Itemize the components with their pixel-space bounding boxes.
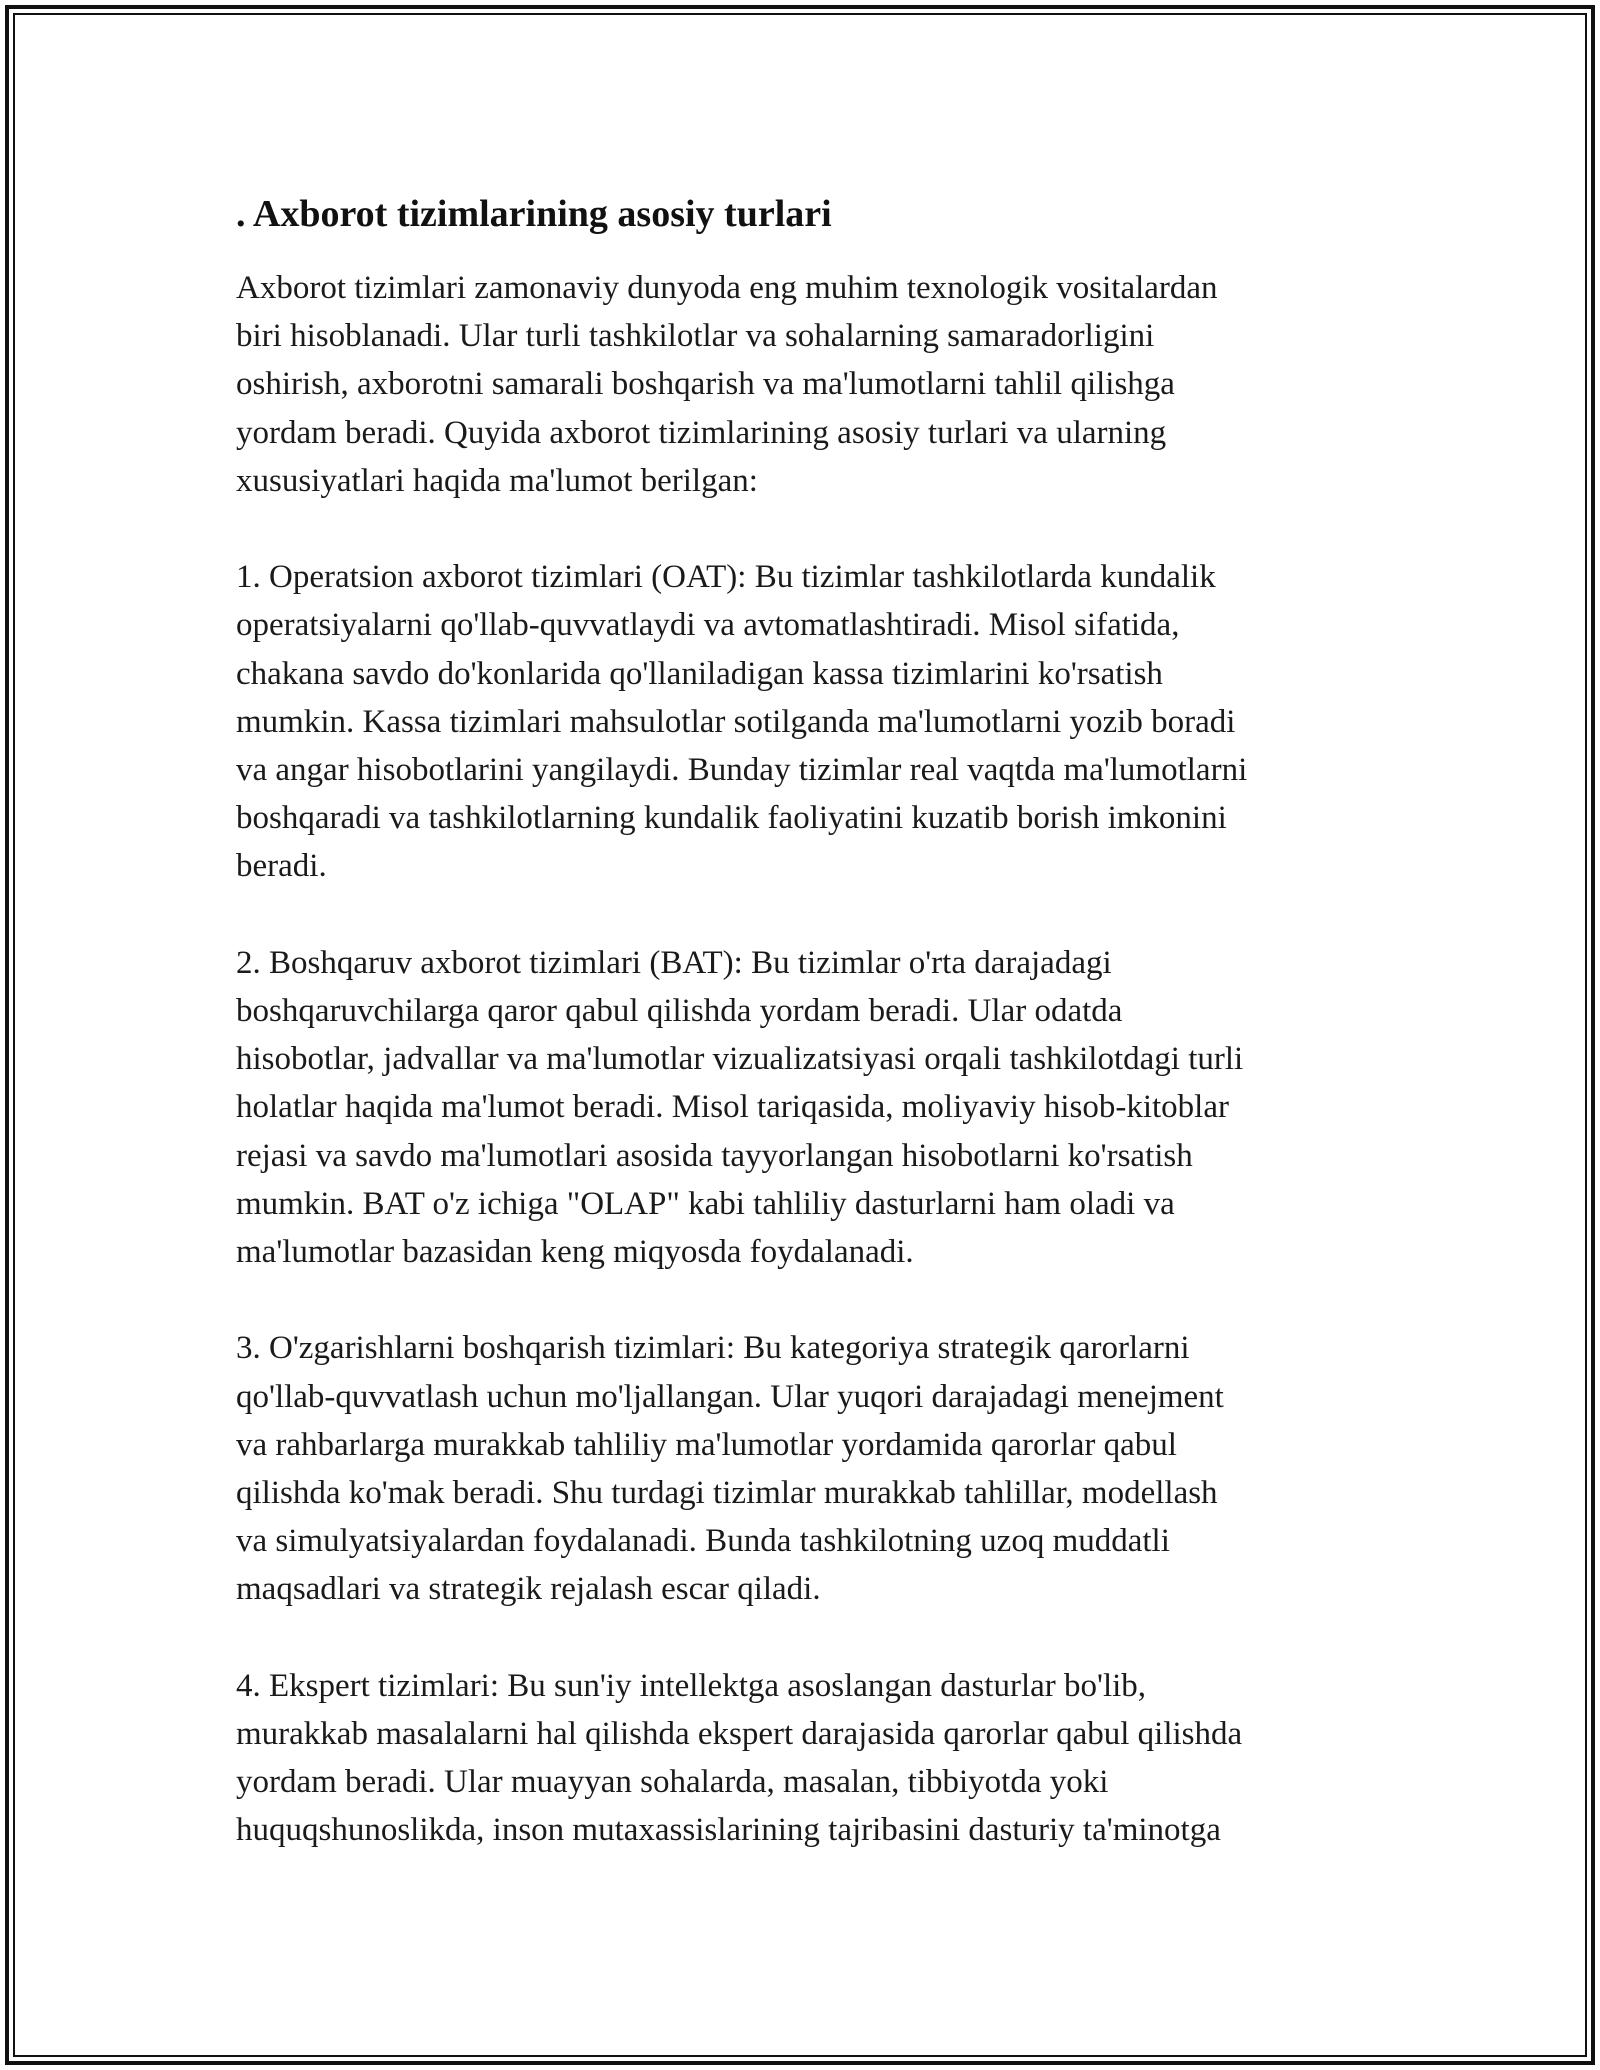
item-4-expert-systems	[236, 1662, 1376, 1855]
text-line: boshqaradi va tashkilotlarning kundalik faoliyatini kuzatib borish imkonini	[236, 800, 1227, 837]
text-line: holatlar haqida ma'lumot beradi. Misol tariqasida, moliyaviy hisob-kitoblar	[236, 1089, 1229, 1126]
text-line: chakana savdo do'konlarida qo'llaniladigan kassa tizimlarini ko'rsatish	[236, 655, 1163, 692]
text-line: va simulyatsiyalardan foydalanadi. Bunda tashkilotning uzoq muddatli	[236, 1523, 1170, 1560]
text-line: murakkab masalalarni hal qilishda ekspert darajasida qarorlar qabul qilishda	[236, 1716, 1243, 1753]
item-2-management-systems	[236, 939, 1376, 1276]
intro-paragraph	[236, 264, 1376, 505]
text-line: biri hisoblanadi. Ular turli tashkilotlar va sohalarning samaradorligini	[236, 318, 1155, 355]
text-line: boshqaruvchilarga qaror qabul qilishda yordam beradi. Ular odatda	[236, 993, 1123, 1030]
text-line: 4. Ekspert tizimlari: Bu sun'iy intellektga asoslangan dasturlar bo'lib,	[236, 1667, 1147, 1704]
text-line: mumkin. Kassa tizimlari mahsulotlar sotilganda ma'lumotlarni yozib boradi	[236, 703, 1236, 740]
text-line: qilishda ko'mak beradi. Shu turdagi tizimlar murakkab tahlillar, modellash	[236, 1475, 1218, 1512]
text-line: ma'lumotlar bazasidan keng miqyosda foydalanadi.	[236, 1234, 914, 1271]
text-line: oshirish, axborotni samarali boshqarish va ma'lumotlarni tahlil qilishga	[236, 366, 1175, 403]
text-line: maqsadlari va strategik rejalash escar qiladi.	[236, 1571, 821, 1608]
text-line: mumkin. BAT o'z ichiga "OLAP" kabi tahliliy dasturlarni ham oladi va	[236, 1185, 1175, 1222]
text-line: qo'llab-quvvatlash uchun mo'ljallangan. Ular yuqori darajadagi menejment	[236, 1378, 1224, 1415]
text-line: operatsiyalarni qo'llab-quvvatlaydi va avtomatlashtiradi. Misol sifatida,	[236, 607, 1180, 644]
document-body	[236, 190, 1376, 1903]
text-line: yordam beradi. Quyida axborot tizimlarining asosiy turlari va ularning	[236, 414, 1167, 451]
item-3-change-management-systems	[236, 1324, 1376, 1613]
text-line: va angar hisobotlarini yangilaydi. Bunday tizimlar real vaqtda ma'lumotlarni	[236, 752, 1248, 789]
text-line: Axborot tizimlari zamonaviy dunyoda eng muhim texnologik vositalardan	[236, 270, 1218, 306]
section-heading: . Axborot tizimlarining asosiy turlari	[236, 193, 832, 235]
text-line: hisobotlar, jadvallar va ma'lumotlar vizualizatsiyasi orqali tashkilotdagi turli	[236, 1041, 1244, 1078]
text-line: xususiyatlari haqida ma'lumot berilgan:	[236, 462, 758, 499]
text-line: va rahbarlarga murakkab tahliliy ma'lumotlar yordamida qarorlar qabul	[236, 1426, 1177, 1463]
text-line: 3. O'zgarishlarni boshqarish tizimlari: Bu kategoriya strategik qarorlarni	[236, 1330, 1190, 1367]
text-line: yordam beradi. Ular muayyan sohalarda, masalan, tibbiyotda yoki	[236, 1764, 1109, 1801]
text-line: 1. Operatsion axborot tizimlari (OAT): Bu tizimlar tashkilotlarda kundalik	[236, 559, 1216, 596]
text-line: 2. Boshqaruv axborot tizimlari (BAT): Bu tizimlar o'rta darajadagi	[236, 944, 1112, 981]
text-line: huquqshunoslikda, inson mutaxassislarining tajribasini dasturiy ta'minotga	[236, 1812, 1221, 1849]
text-line: beradi.	[236, 848, 327, 885]
text-line: rejasi va savdo ma'lumotlari asosida tayyorlangan hisobotlarni ko'rsatish	[236, 1137, 1193, 1174]
item-1-operational-systems	[236, 553, 1376, 890]
